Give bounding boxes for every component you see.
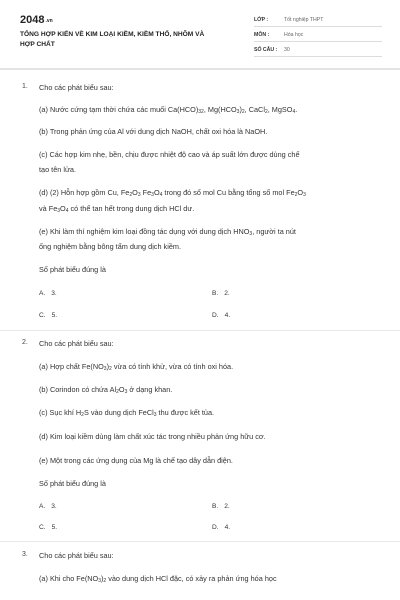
- question-1-statement-d-line-2: và $Fe_3O_4$ có thể tan hết trong dung dịch HCl dư.: [39, 204, 195, 214]
- logo-text: 2048: [20, 14, 45, 26]
- question-2-statement-d: (d) Kim loại kiềm dùng làm chất xúc tác trong nhiều phản ứng hữu cơ.: [39, 432, 266, 441]
- question-2-statement-c: (c) Sục khí $H_2S$ vào dung dịch FeCl$_3$ thu được kết tủa.: [39, 408, 215, 418]
- question-1-statement-c-line-2: tạo tên lửa.: [39, 165, 76, 174]
- meta-grade-value: Tốt nghiệp THPT: [284, 17, 324, 23]
- question-1-number: 1.: [22, 83, 28, 90]
- meta-question-count-value: 30: [284, 47, 290, 53]
- meta-subject: [254, 29, 382, 42]
- question-2-option-c[interactable]: C. 5.: [39, 524, 58, 531]
- question-3-number: 3.: [22, 551, 28, 558]
- question-1-option-b[interactable]: B. 2.: [212, 290, 230, 297]
- question-1-statement-e-line-2: ống nghiệm bằng bông tẩm dung dịch kiềm.: [39, 242, 181, 251]
- question-1-statement-e-line-1: (e) Khi làm thí nghiệm kim loại đồng tác dụng với dung dịch $HNO_3$, người ta nút: [39, 227, 296, 237]
- header-divider: [0, 68, 400, 70]
- meta-subject-label: MÔN :: [254, 32, 270, 38]
- question-separator: [0, 541, 400, 542]
- question-separator: [0, 330, 400, 331]
- question-1-statement-c-line-1: (c) Các hợp kim nhẹ, bền, chịu được nhiệt độ cao và áp suất lớn được dùng chế: [39, 150, 300, 159]
- question-2-count-prompt: Số phát biểu đúng là: [39, 479, 106, 488]
- question-1-option-a[interactable]: A. 3.: [39, 290, 57, 297]
- meta-question-count-label: SỐ CÂU :: [254, 47, 278, 53]
- question-2-option-b[interactable]: B. 2.: [212, 503, 230, 510]
- question-1-statement-d-line-1: (d) (2) Hỗn hợp gồm Cu, $Fe_2O_3$ $Fe_3O_4$ trong đó số mol Cu bằng tổng số mol $Fe_2O_3$: [39, 188, 306, 198]
- question-3-prompt: Cho các phát biểu sau:: [39, 551, 114, 560]
- meta-subject-value: Hóa học: [284, 32, 304, 38]
- meta-grade-label: LỚP :: [254, 17, 269, 23]
- question-2-option-a[interactable]: A. 3.: [39, 503, 57, 510]
- question-2-statement-e: (e) Một trong các ứng dụng của Mg là chế tạo dây dẫn điện.: [39, 456, 233, 465]
- question-1-option-c[interactable]: C. 5.: [39, 312, 58, 319]
- question-1-count-prompt: Số phát biểu đúng là: [39, 265, 106, 274]
- question-1-statement-b: (b) Trong phản ứng của Al với dung dịch NaOH, chất oxi hóa là NaOH.: [39, 127, 268, 136]
- question-2-statement-a: (a) Hợp chất $Fe(NO_3)_2$ vừa có tính khử, vừa có tính oxi hóa.: [39, 362, 234, 372]
- question-1-option-d[interactable]: D. 4.: [212, 312, 231, 319]
- document-title: [20, 30, 240, 50]
- meta-grade: [254, 14, 382, 27]
- document-title-line-1: TỔNG HỢP KIẾN VỀ KIM LOẠI KIỀM, KIỀM THỔ, NHÔM VÀ: [20, 31, 205, 38]
- document-title-line-2: HỢP CHẤT: [20, 41, 55, 48]
- logo-tld: .vn: [45, 18, 53, 24]
- question-1-prompt: Cho các phát biểu sau:: [39, 83, 114, 92]
- document-header: [0, 0, 400, 68]
- question-2-statement-b: (b) Corindon có chứa $Al_2O_3$ ở dạng khan.: [39, 385, 173, 395]
- site-logo[interactable]: [20, 14, 53, 26]
- question-1-statement-a: (a) Nước cứng tạm thời chứa các muối $Ca(HCO)_{32}$, $Mg(HCO_3)_2$, CaCl$_2$, MgSO$_4$.: [39, 105, 298, 115]
- question-2-number: 2.: [22, 339, 28, 346]
- question-3-statement-a: (a) Khi cho $Fe(NO_3)_2$ vào dung dịch HCl đặc, có xảy ra phản ứng hóa học: [39, 574, 277, 584]
- question-2-prompt: Cho các phát biểu sau:: [39, 339, 114, 348]
- meta-question-count: [254, 44, 382, 57]
- question-2-option-d[interactable]: D. 4.: [212, 524, 231, 531]
